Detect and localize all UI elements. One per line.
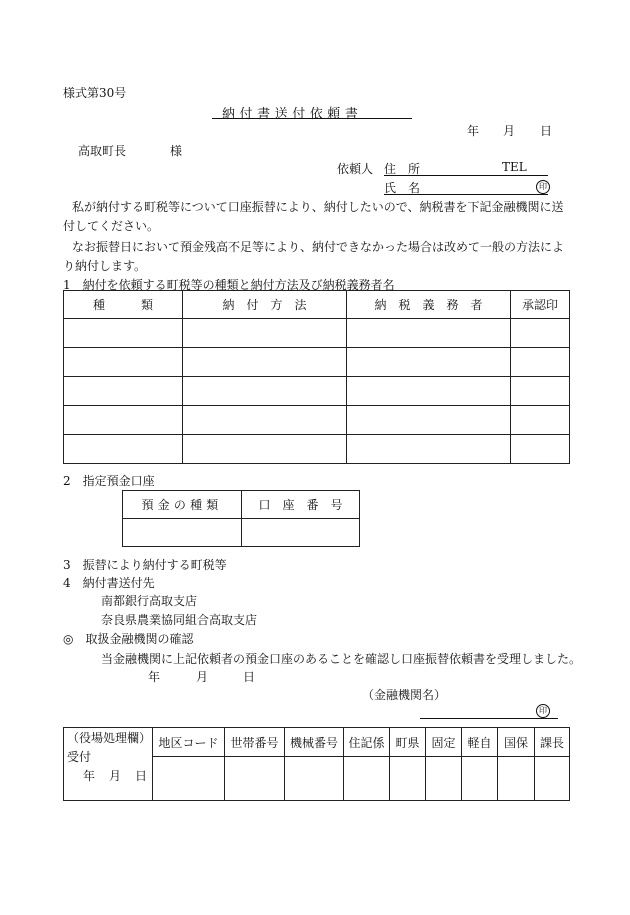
- cell-payment-method[interactable]: [183, 435, 347, 464]
- confirmation-heading: ◎ 取扱金融機関の確認: [63, 632, 194, 646]
- cell-payment-method[interactable]: [183, 406, 347, 435]
- address-field[interactable]: [384, 160, 548, 176]
- received-day-label: 日: [135, 769, 148, 783]
- received-year-label: 年: [83, 769, 96, 783]
- table-row: [64, 435, 570, 464]
- column-header-approval-stamp: 承認印: [511, 291, 570, 319]
- column-header-town-prefecture: 町県: [390, 728, 426, 757]
- section1-heading: 1 納付を依頼する町税等の種類と納付方法及び納税義務者名: [63, 278, 395, 292]
- resident-registry-cell[interactable]: [344, 757, 390, 801]
- column-header-account-number: 口 座 番 号: [242, 491, 360, 519]
- cell-payment-method[interactable]: [183, 319, 347, 348]
- address-label: 住 所: [384, 162, 421, 176]
- date-month-label: 月: [503, 124, 516, 138]
- machine-number-cell[interactable]: [285, 757, 344, 801]
- household-number-cell[interactable]: [225, 757, 285, 801]
- column-header-taxpayer: 納 税 義 務 者: [347, 291, 511, 319]
- cell-taxpayer[interactable]: [347, 377, 511, 406]
- account-number-field[interactable]: [242, 519, 360, 547]
- recipient-bank-2: 奈良県農業協同組合高取支店: [101, 613, 258, 627]
- title-underline: [212, 118, 412, 119]
- cell-taxpayer[interactable]: [347, 435, 511, 464]
- table-row: [64, 377, 570, 406]
- deposit-type-field[interactable]: [123, 519, 242, 547]
- column-header-health-insurance: 国保: [498, 728, 535, 757]
- cell-type[interactable]: [64, 406, 183, 435]
- column-header-fixed-asset: 固定: [426, 728, 462, 757]
- cell-payment-method[interactable]: [183, 348, 347, 377]
- column-header-resident-registry: 住記係: [344, 728, 390, 757]
- section3-heading: 3 振替により納付する町税等: [63, 558, 227, 572]
- confirmation-text: 当金融機関に上記依頼者の預金口座のあることを確認し口座振替依頼書を受理しました。: [101, 652, 582, 666]
- cell-type[interactable]: [64, 377, 183, 406]
- table-row: [64, 319, 570, 348]
- column-header-type: 種 類: [64, 291, 183, 319]
- table-header-row: [123, 491, 360, 519]
- district-code-cell[interactable]: [153, 757, 225, 801]
- date-day-label: 日: [540, 124, 553, 138]
- account-table: [122, 490, 360, 547]
- health-insurance-cell[interactable]: [498, 757, 535, 801]
- cell-approval[interactable]: [511, 377, 570, 406]
- column-header-district-code: 地区コード: [153, 728, 225, 757]
- confirmation-month-label: 月: [196, 670, 209, 684]
- office-use-label: （役場処理欄）: [67, 731, 152, 745]
- recipient-bank-1: 南都銀行高取支店: [101, 594, 198, 608]
- institution-signature-field[interactable]: [420, 702, 558, 719]
- page-title: 納付書送付依頼書: [222, 107, 363, 122]
- paragraph-line-2: 付してください。: [63, 219, 160, 233]
- column-header-household-number: 世帯番号: [225, 728, 285, 757]
- name-label: 氏 名: [384, 181, 421, 195]
- table-header-row: [64, 291, 570, 319]
- paragraph-line-3: なお振替日において預金残高不足等により、納付できなかった場合は改めて一般の方法によ: [72, 240, 565, 254]
- cell-taxpayer[interactable]: [347, 348, 511, 377]
- institution-name-label: （金融機関名）: [362, 688, 447, 702]
- received-month-label: 月: [109, 769, 122, 783]
- office-use-cell: [64, 728, 153, 801]
- date-year-label: 年: [467, 124, 480, 138]
- office-processing-table: [63, 727, 570, 801]
- addressee-name: 高取町長: [78, 144, 127, 158]
- received-label: 受付: [67, 750, 92, 764]
- table-header-row: [64, 728, 570, 757]
- light-vehicle-cell[interactable]: [462, 757, 498, 801]
- requester-label: 依頼人: [337, 162, 374, 176]
- table-row: [64, 406, 570, 435]
- tel-label: TEL: [502, 160, 527, 174]
- cell-taxpayer[interactable]: [347, 319, 511, 348]
- cell-approval[interactable]: [511, 319, 570, 348]
- received-date: [67, 767, 149, 786]
- confirmation-day-label: 日: [243, 670, 256, 684]
- column-header-machine-number: 機械番号: [285, 728, 344, 757]
- name-field[interactable]: [384, 179, 548, 195]
- tax-type-table: [63, 290, 570, 464]
- column-header-payment-method: 納 付 方 法: [183, 291, 347, 319]
- seal-icon: 印: [536, 704, 550, 718]
- column-header-deposit-type: 預金の種類: [123, 491, 242, 519]
- table-row: [64, 348, 570, 377]
- fixed-asset-cell[interactable]: [426, 757, 462, 801]
- form-number: 様式第30号: [63, 86, 127, 100]
- cell-approval[interactable]: [511, 406, 570, 435]
- table-row: [123, 519, 360, 547]
- seal-icon: 印: [536, 180, 550, 194]
- column-header-section-chief: 課長: [535, 728, 570, 757]
- cell-type[interactable]: [64, 319, 183, 348]
- town-prefecture-cell[interactable]: [390, 757, 426, 801]
- cell-taxpayer[interactable]: [347, 406, 511, 435]
- paragraph-line-1: 私が納付する町税等について口座振替により、納付したいので、納税書を下記金融機関に送: [72, 200, 564, 214]
- cell-approval[interactable]: [511, 435, 570, 464]
- cell-payment-method[interactable]: [183, 377, 347, 406]
- section-chief-cell[interactable]: [535, 757, 570, 801]
- addressee-honorific: 様: [170, 144, 183, 158]
- cell-type[interactable]: [64, 435, 183, 464]
- section4-heading: 4 納付書送付先: [63, 576, 155, 590]
- section2-heading: 2 指定預金口座: [63, 474, 155, 488]
- confirmation-year-label: 年: [148, 670, 161, 684]
- cell-type[interactable]: [64, 348, 183, 377]
- cell-approval[interactable]: [511, 348, 570, 377]
- column-header-light-vehicle: 軽自: [462, 728, 498, 757]
- paragraph-line-4: り納付します。: [63, 259, 147, 273]
